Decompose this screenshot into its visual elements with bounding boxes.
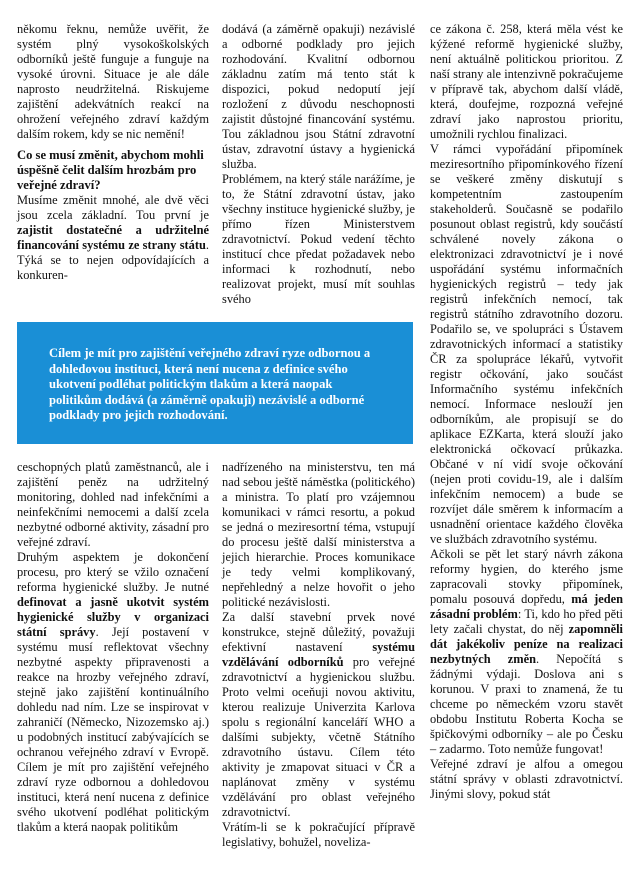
text-run: : Ti, kdo ho před pěti lety začali chystat, do něj (430, 607, 624, 636)
bold-run: definovat a jasně ukotvit systém hygienické služby v organizaci státní správy (17, 595, 209, 639)
bold-run: zajistit dostatečné a udržitelné financování systému ze strany státu (17, 223, 209, 252)
text-run: Musíme změnit mnohé, ale dvě věci jsou zcela základní. Tou první je (17, 193, 209, 222)
text-run: Ačkoli se pět let starý návrh zákona reformy hygien, do kterého jsme zapracovali stovky připomínek, pomalu posouvá dopředu, (430, 547, 623, 606)
paragraph: Veřejné zdraví je alfou a omegou státní správy v oblasti zdravotnictví. Jinými slovy, pokud stát (430, 757, 623, 801)
text-run: pro veřejné zdravotnictví a hygienickou službu. Proto velmi oceňuji novou aktivitu, kterou realizuje Univerzita Karlova spolu s regionální kanceláří WHO a dalšími subjekty, včetně Státního zdravotního ústavu. Cílem této aktivity je zmapovat situaci v ČR a naplánovat změny v systému vzdělávání pro oblast veřejného zdravotnictví. (222, 655, 415, 819)
text-run: . Její postavení v systému musí reflektovat všechny nezbytné aspekty připravenosti a reakce na hrozby veřejného zdraví, stejně jako zajištění kontinuálního dohledu nad ním. Lze se inspirovat v zahraničí (Německo, Nizozemsko aj.) u podobných institucí zabývajících se ochranou veřejného zdraví v Evropě. Cílem je mít pro zajištění veřejného zdraví ryze odbornou a dohledovou instituci, která není nucena z definice svého ukotvení podléhat politickým tlakům a která naopak politikům (17, 625, 210, 834)
subheading: Co se musí změnit, abychom mohli úspěšně čelit dalším hrozbám pro veřejné zdraví? (17, 148, 204, 192)
text-run: . Týká se to nejen odpovídajících a konkuren- (17, 238, 209, 282)
paragraph: někomu řeknu, nemůže uvěřit, že systém plný vysokoškolských odborníků ještě funguje a funguje na vysoké úrovni. Situace je ale dále naprosto neudržitelná. Riskujeme zajištění adekvátních reakcí na ohrožení veřejného zdraví každým dalším rokem, kdy se nic nemění! (17, 22, 209, 141)
paragraph: ceschopných platů zaměstnanců, ale i zajištění peněz na udržitelný monitoring, dohled nad infekčními a neinfekčními nemocemi a další zcela nezbytné odborné aktivity, zásadní pro veřejné zdraví. (17, 460, 209, 549)
paragraph: dodává (a záměrně opakuji) nezávislé a odborné podklady pro jejich rozhodování. Kvalitní odbornou základnu zatím má tento stát k dispozici, pokud nedoputí její rozložení z důvodu neschopnosti zajistit důstojné financování systému. Tou základnou jsou Státní zdravotní ústav, zdravotní ústavy a hygienická služba. (222, 22, 415, 171)
paragraph (222, 610, 415, 820)
bold-run: zapomněli dát jakékoliv peníze na realizaci nezbytných změn (430, 622, 623, 666)
paragraph: nadřízeného na ministerstvu, ten má nad sebou ještě náměstka (politického) a ministra. To platí pro vzájemnou komunikaci v rámci resortu, a pokud se jedná o meziresortní téma, vstupují do procesu ještě další ministerstva a jejich hierarchie. Proces komunikace je tedy velmi komplikovaný, nepřehledný a nelze hovořit o jeho politické nezávislosti. (222, 460, 415, 609)
text-run: Druhým aspektem je dokončení procesu, pro který se vžilo označení reforma hygienické služby. Je nutné (17, 550, 209, 594)
column-1-top (17, 22, 209, 283)
column-2-bottom (222, 460, 415, 850)
paragraph: Problémem, na který stále narážíme, je to, že Státní zdravotní ústav, jako všechny instituce hygienické služby, je přímo řízen Ministerstvem zdravotnictví. Pokud vedení těchto institucí chce předat požadavek nebo informaci k rozhodnutí, nebo realizovat projekt, musí mít souhlas svého (222, 172, 416, 306)
bold-run: systému vzdělávání odborníků (222, 640, 415, 669)
paragraph: ce zákona č. 258, která měla vést ke kýžené reformě hygienické služby, není aktuálně politickou prioritou. Z naší strany ale intenzivně pokračujeme v přípravě tak, abychom další vládě, která, doufejme, rozpozná veřejné zdraví jako naprostou prioritu, umožnili rychlou finalizaci. (430, 22, 623, 141)
column-2-top (222, 22, 415, 307)
paragraph (430, 547, 623, 757)
paragraph (17, 193, 209, 283)
column-3 (430, 22, 623, 802)
column-1-bottom (17, 460, 209, 835)
pull-quote (17, 322, 413, 444)
text-run: Za další stavební prvek nové konstrukce, stejně důležitý, považuji efektivní nastavení (222, 610, 415, 654)
bold-run: má jeden zásadní problém (430, 592, 623, 621)
paragraph: V rámci vypořádání připomínek meziresortního připomínkového řízení se veškeré změny diskutují s kompetentním zastoupením stakeholderů. Současně se podařilo posunout oblast registrů, kdy součástí schválené novely zákona o elektronizaci zdravotnictví je i nové uspořádání systému informačních hygienických registrů – tedy jak registrů infekčních nemocí, tak registrů státního zdravotního dozoru. Podařilo se, ve spolupráci s Ústavem zdravotnických informací a statistiky ČR za spolupráce lékařů, vytvořit registr očkování, jako součást Informačního systému infekčních nemocí. Informace neslouží jen odborníkům, ale propisují se do aplikace EZKarta, která slouží jako elektronická očkovací průkazka. Občané v ní vidí svoje očkování (nejen proti covidu-19, ale i dalším infekčním nemocem) a bude se rozvíjet dále směrem k informacím a usnadnění orientace každého člověka ve službách zdravotního systému. (430, 142, 623, 546)
paragraph: Vrátím-li se k pokračující přípravě legislativy, bohužel, noveliza- (222, 820, 415, 849)
text-run: . Nepočítá s žádnými výdaji. Doslova ani s korunou. V praxi to znamená, že tu chceme po německém vzoru stavět obdobu Institutu Roberta Kocha se špičkovými odborníky – ale po Česku – zadarmo. Toto nemůže fungovat! (430, 652, 623, 756)
paragraph (17, 550, 209, 835)
pull-quote-text: Cílem je mít pro zajištění veřejného zdraví ryze odbornou a dohledovou instituci, která není nucena z definice svého ukotvení podléhat politickým tlakům a která naopak politikům dodává (a záměrně opakuji) nezávislé a odborné podklady pro jejich rozhodování. (49, 346, 371, 422)
